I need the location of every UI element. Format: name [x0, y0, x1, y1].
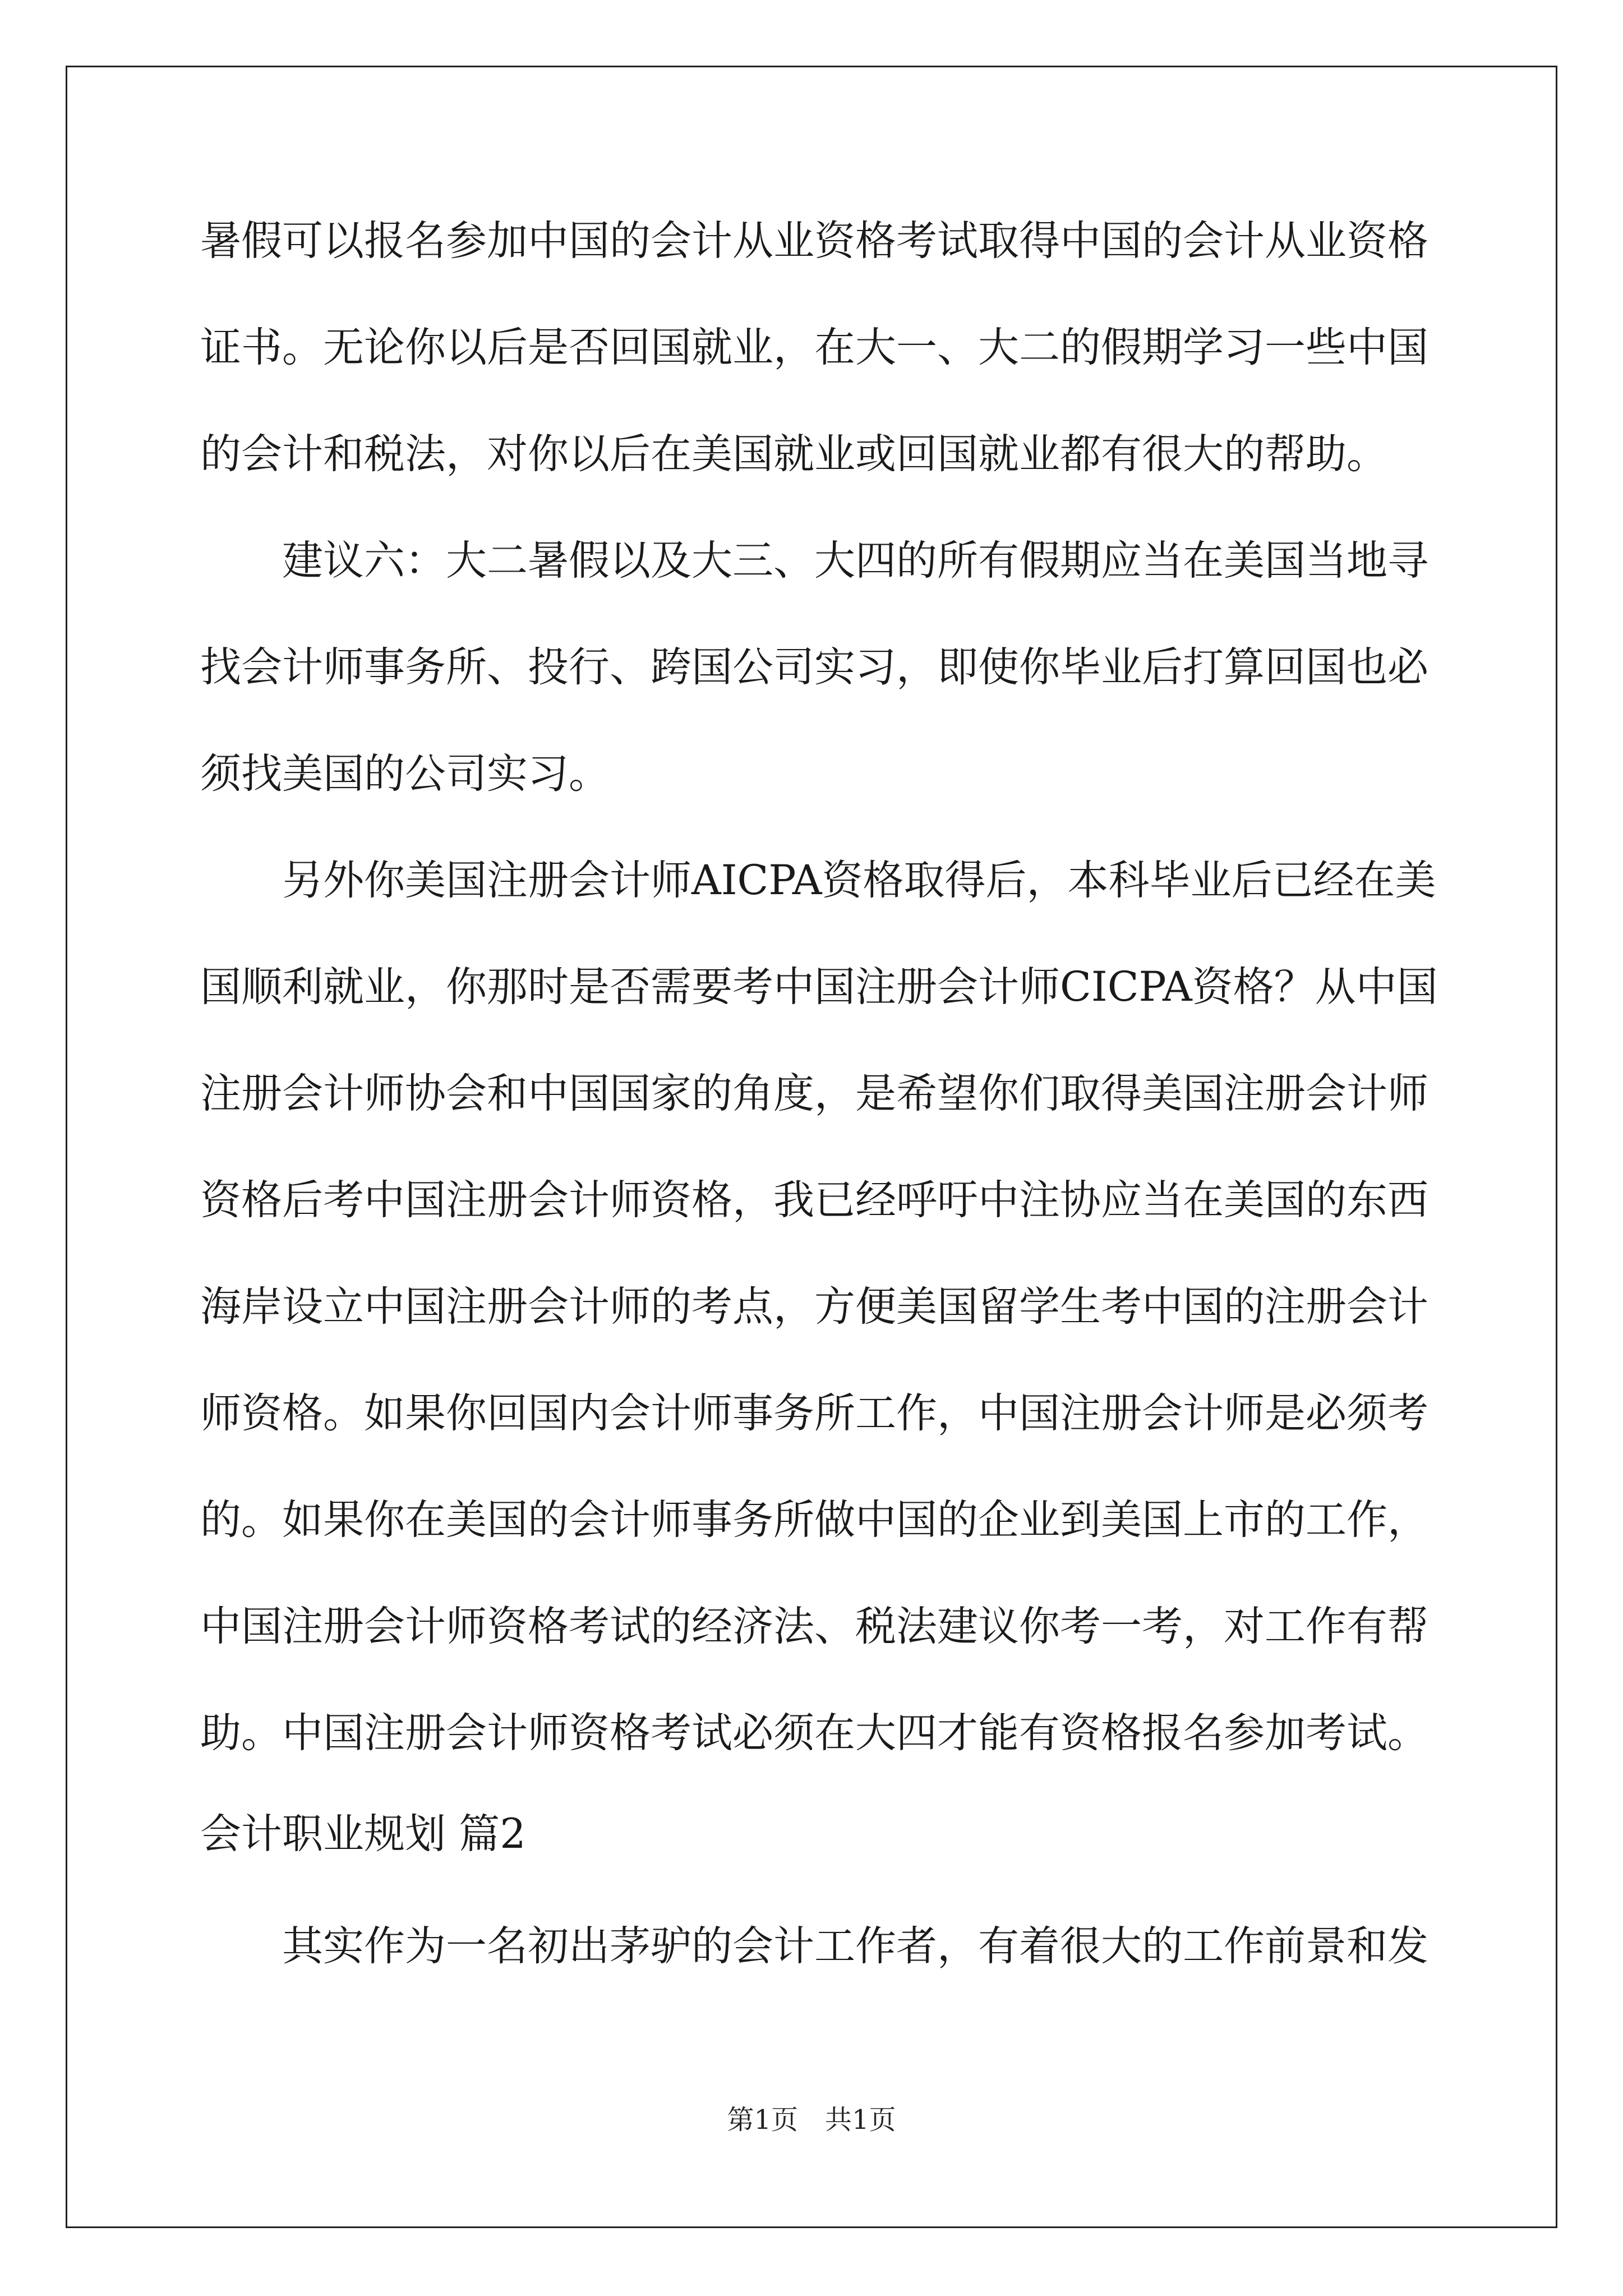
- section-heading: 会计职业规划 篇2: [200, 1810, 526, 1858]
- paragraph-line: 助。中国注册会计师资格考试必须在大四才能有资格报名参加考试。: [200, 1709, 1428, 1757]
- paragraph-line: 证书。无论你以后是否回国就业，在大一、大二的假期学习一些中国: [200, 324, 1428, 371]
- paragraph-line: 暑假可以报名参加中国的会计从业资格考试取得中国的会计从业资格: [200, 217, 1428, 265]
- paragraph-line: 中国注册会计师资格考试的经济法、税法建议你考一考，对工作有帮: [200, 1603, 1428, 1650]
- paragraph-line: 须找美国的公司实习。: [200, 750, 610, 798]
- paragraph-line: 另外你美国注册会计师AICPA资格取得后，本科毕业后已经在美: [200, 857, 1436, 904]
- paragraph-line: 海岸设立中国注册会计师的考点，方便美国留学生考中国的注册会计: [200, 1283, 1428, 1331]
- paragraph-line: 建议六：大二暑假以及大三、大四的所有假期应当在美国当地寻: [200, 537, 1428, 585]
- page-border: [66, 66, 1557, 2228]
- paragraph-line: 其实作为一名初出茅驴的会计工作者，有着很大的工作前景和发: [200, 1922, 1428, 1970]
- paragraph-line: 师资格。如果你回国内会计师事务所工作，中国注册会计师是必须考: [200, 1389, 1428, 1437]
- paragraph-line: 资格后考中国注册会计师资格，我已经呼吁中注协应当在美国的东西: [200, 1176, 1428, 1224]
- paragraph-line: 找会计师事务所、投行、跨国公司实习，即使你毕业后打算回国也必: [200, 643, 1428, 691]
- page-footer: 第1页 共1页: [727, 2104, 896, 2136]
- paragraph-line: 国顺利就业，你那时是否需要考中国注册会计师CICPA资格？从中国: [200, 963, 1438, 1011]
- paragraph-line: 的。如果你在美国的会计师事务所做中国的企业到美国上市的工作，: [200, 1496, 1428, 1544]
- paragraph-line: 注册会计师协会和中国国家的角度，是希望你们取得美国注册会计师: [200, 1070, 1428, 1117]
- paragraph-line: 的会计和税法，对你以后在美国就业或回国就业都有很大的帮助。: [200, 430, 1387, 478]
